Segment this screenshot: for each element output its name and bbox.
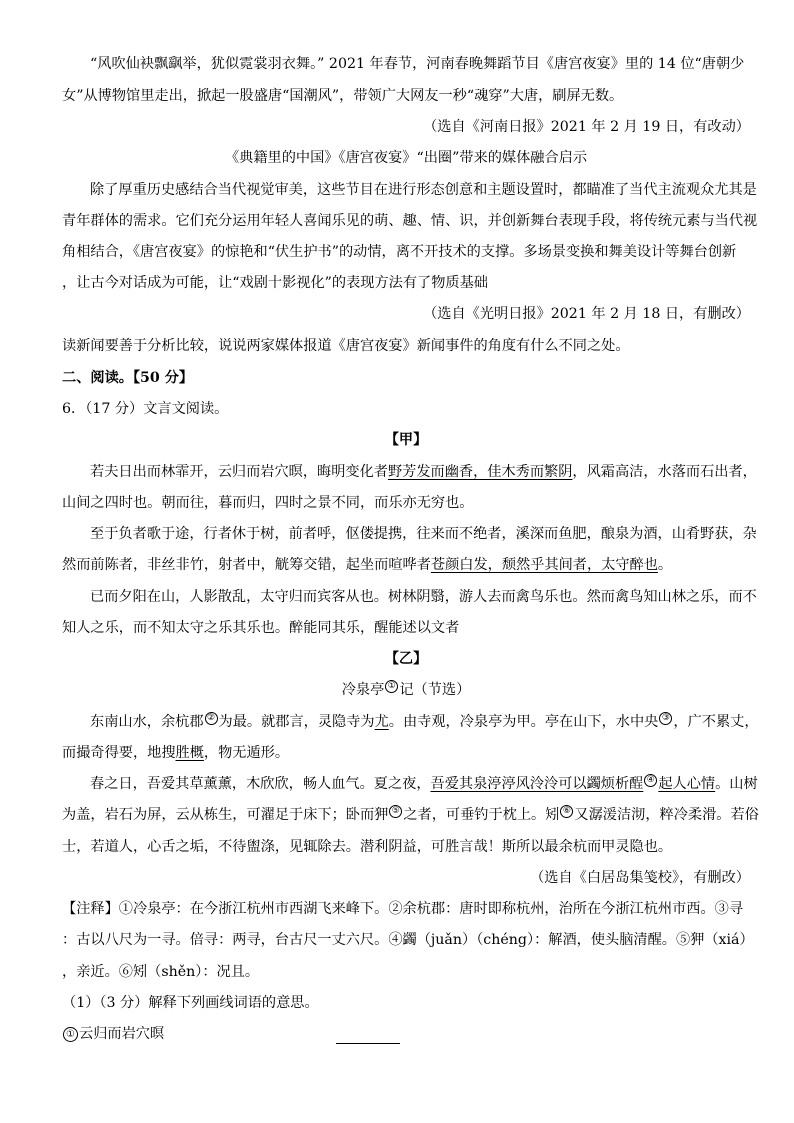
passage-title: 冷泉亭 ① 记（节选） xyxy=(341,681,471,698)
article-title: 《典籍里的中国》《唐宫夜宴》“出圈”带来的媒体融合启示 xyxy=(224,150,588,166)
footnote-marker: ⑥ xyxy=(560,805,573,818)
underlined-phrase: 野芳发而幽香，佳木秀而繁阴 xyxy=(387,464,573,480)
passage-line: 为盖，岩石为屏，云从栋生，可濯足于床下；卧而狎 ⑤ 之者，可垂钓于枕上。矧 ⑥ 又潺湲洁沏，粹冷柔滑。若俗 xyxy=(62,806,759,823)
footnote-marker: ① xyxy=(385,680,398,693)
source-citation: （选自《河南日报》2021 年 2 月 19 日，有改动） xyxy=(423,119,750,135)
question-text: 读新闻要善于分析比较，说说两家媒体报道《唐宫夜宴》新闻事件的角度有什么不同之处。 xyxy=(62,338,630,354)
question-number: 6．（17 分）文言文阅读。 xyxy=(62,401,229,417)
paragraph-line: ，让古今对话成为可能，让“戏剧十影视化”的表现方法有了物质基础 xyxy=(62,275,488,291)
paragraph-line: 除了厚重历史感结合当代视觉审美，这些节目在进行形态创意和主题设置时，都瞄准了当代主流观众尤其是 xyxy=(90,182,757,198)
footnote-marker: ⑤ xyxy=(389,805,402,818)
section-heading: 二、阅读。【50 分】 xyxy=(62,370,194,386)
underlined-phrase: 苍颜白发，颓然乎其间者，太守醉也 xyxy=(430,557,658,573)
item-marker: ① xyxy=(63,1027,78,1042)
passage-label-jia: 【甲】 xyxy=(384,432,428,448)
footnote-marker: ③ xyxy=(659,712,672,725)
notes-line: ：古以八尺为一寻。倍寻：两寻，台古尺一丈六尺。④蠲（juǎn）（chéng）：解酒，使头脑清醒。⑤狎（xiá） xyxy=(62,932,754,948)
passage-line: 知人之乐，而不知太守之乐其乐也。醉能同其乐，醒能述以文者 xyxy=(62,620,460,636)
notes-line: 【注释】①冷泉亭：在今浙江杭州市西湖飞来峰下。②余杭郡：唐时即称杭州，治所在今浙江杭州市西。③寻 xyxy=(62,901,744,917)
sub-question-item: ① 云归而岩穴暝 xyxy=(62,1024,750,1044)
paragraph-line: 角相结合，《唐宫夜宴》的惊艳和“伏生护书”的动情，离不开技术的支撑。多场景变换和舞美设计等舞台创新 xyxy=(62,244,737,260)
answer-blank[interactable] xyxy=(336,1029,400,1044)
passage-line: 山间之四时也。朝而往，暮而归，四时之景不同，而乐亦无穷也。 xyxy=(62,495,474,511)
notes-line: ，亲近。⑥矧（shěn）：况且。 xyxy=(62,964,260,980)
passage-label-yi: 【乙】 xyxy=(384,651,428,667)
passage-line: 而撮奇得要，地搜胜概，物无遁形。 xyxy=(62,745,290,761)
underlined-phrase: 吾爱其泉渟渟风泠泠可以蠲烦析酲 xyxy=(430,776,644,792)
source-citation: （选自《白居岛集笺校》，有删改） xyxy=(530,870,750,886)
underlined-phrase: 起人心情 xyxy=(658,776,716,792)
paragraph-line: 青年群体的需求。它们充分运用年轻人喜闻乐见的萌、趣、情、识，并创新舞台表现手段，将传统元素与当代视 xyxy=(62,213,758,229)
underlined-word: 胜概 xyxy=(175,745,204,761)
passage-line: 已而夕阳在山，人影散乱，太守归而宾客从也。树林阴翳，游人去而禽鸟乐也。然而禽鸟知山林之乐，而不 xyxy=(90,589,757,605)
passage-line: 然而前陈者，非丝非竹，射者中，觥筹交错，起坐而喧哗者苍颜白发，颓然乎其间者，太守醉也。 xyxy=(62,557,673,573)
passage-line: 士，若道人，心舌之垢，不待盥涤，见辄除去。潜利阴益，可胜言哉！斯所以最余杭而甲灵隐也。 xyxy=(62,839,673,855)
footnote-marker: ④ xyxy=(644,774,657,787)
passage-line: 至于负者歌于途，行者休于树，前者呼，伛偻提携，往来而不绝者，溪深而鱼肥，酿泉为酒，山肴野获，杂 xyxy=(90,526,757,542)
footnote-marker: ② xyxy=(205,712,218,725)
paragraph-line: 女”从博物馆里走出，掀起一股盛唐“国潮风”，带领广大网友一秒“魂穿”大唐，刷屏无数。 xyxy=(62,88,624,104)
passage-line: 春之日，吾爱其草薰薰，木欣欣，畅人血气。夏之夜，吾爱其泉渟渟风泠泠可以蠲烦析酲 ④ 起人心情。山树 xyxy=(90,775,758,792)
sub-question: （1）（3 分）解释下列画线词语的意思。 xyxy=(62,995,319,1011)
source-citation: （选自《光明日报》2021 年 2 月 18 日，有删改） xyxy=(423,306,750,322)
paragraph-line: “风吹仙袂飘飖举，犹似霓裳羽衣舞。” 2021 年春节，河南春晚舞蹈节目《唐宫夜宴》里的 14 位“唐朝少 xyxy=(90,56,745,72)
underlined-word: 尤 xyxy=(374,714,389,730)
passage-line: 东南山水，余杭郡 ② 为最。就郡言，灵隐寺为尤。由寺观，冷泉亭为甲。亭在山下，水中央 ③ ，广不累丈， xyxy=(90,713,759,730)
passage-line: 若夫日出而林霏开，云归而岩穴暝，晦明变化者野芳发而幽香，佳木秀而繁阴，风霜高洁，水落而石出者， xyxy=(90,464,757,480)
